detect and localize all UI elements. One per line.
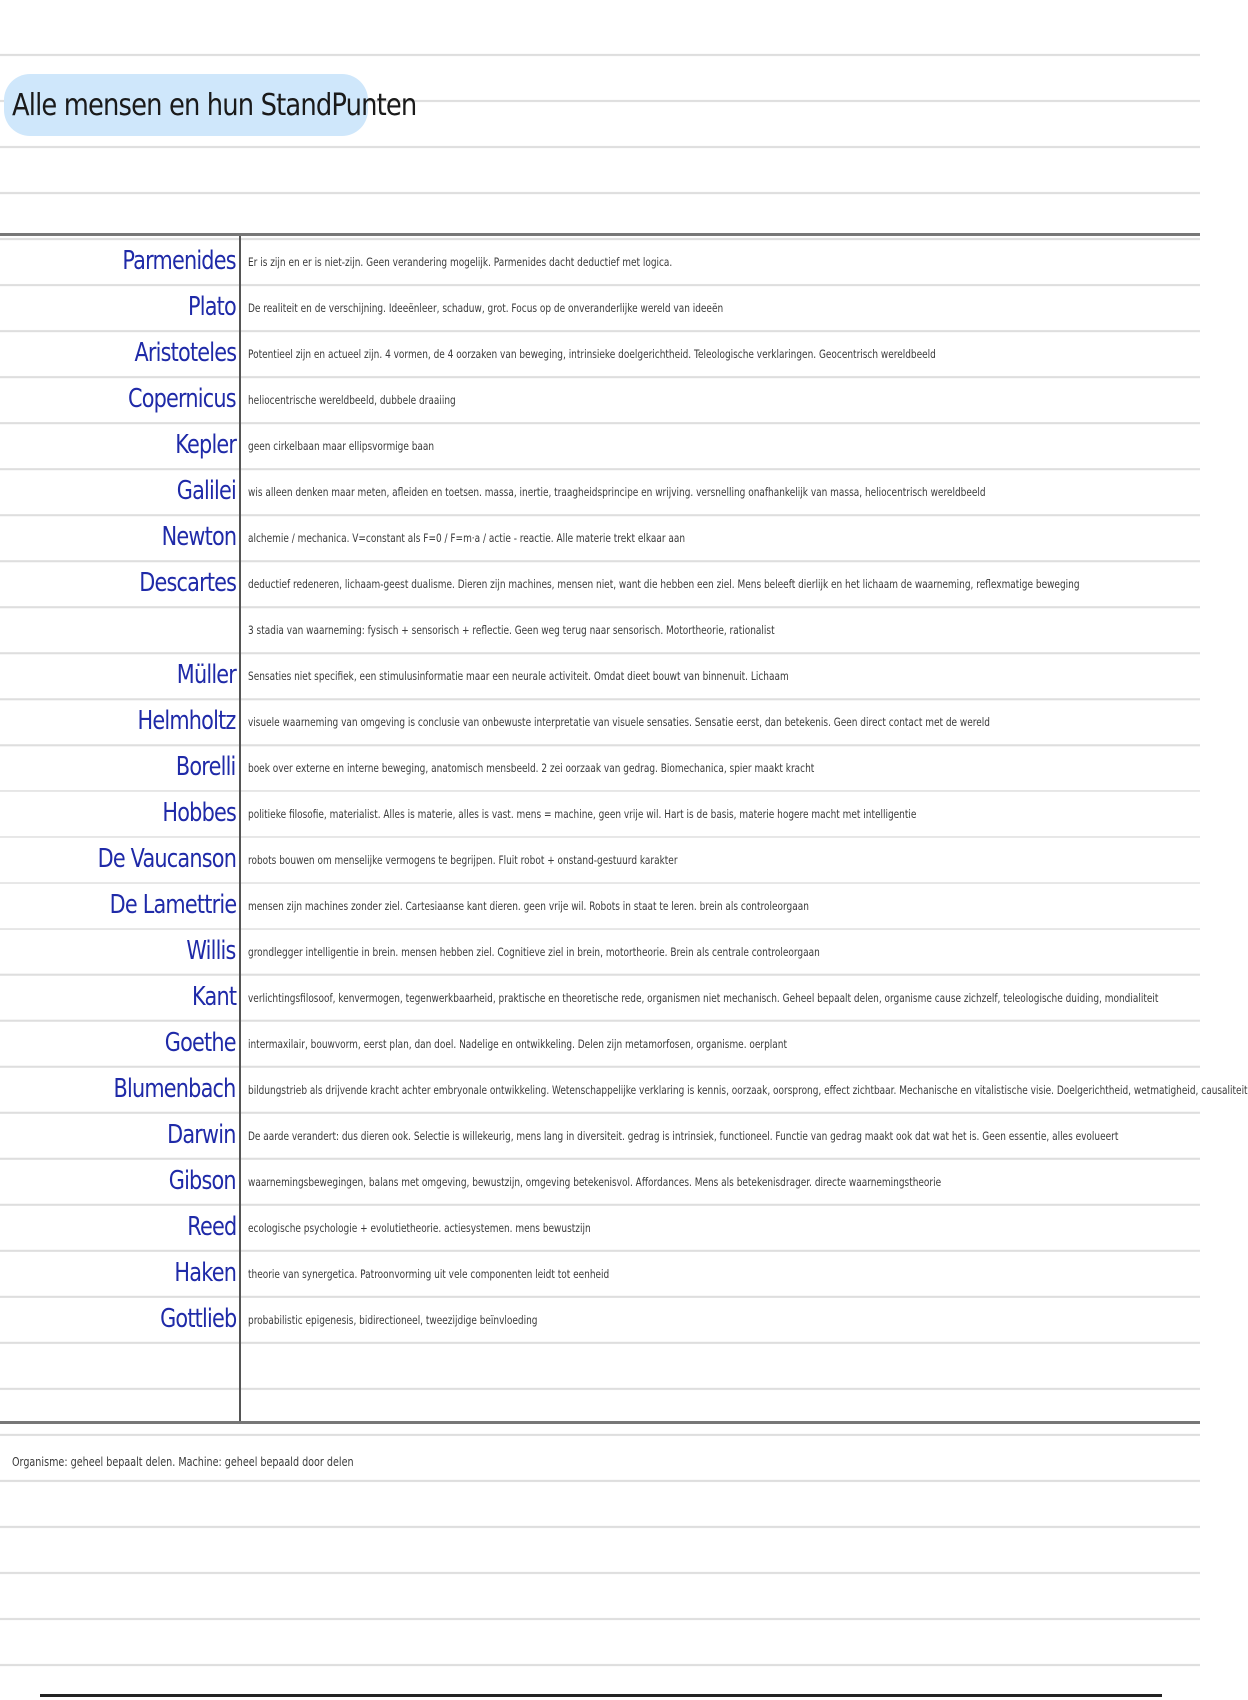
philosopher-name: Haken — [174, 1258, 236, 1288]
list-item — [0, 514, 1200, 560]
philosopher-viewpoint: mensen zijn machines zonder ziel. Cartesiaanse kant dieren. geen vrije wil. Robots in staat te leren. brein als controleorgaan — [248, 899, 809, 913]
philosopher-viewpoint: heliocentrische wereldbeeld, dubbele draaiing — [248, 393, 456, 407]
list-item — [0, 698, 1200, 744]
philosopher-name: De Vaucanson — [97, 844, 236, 874]
list-item — [0, 974, 1200, 1020]
list-item — [0, 606, 1200, 652]
philosopher-viewpoint: Potentieel zijn en actueel zijn. 4 vormen, de 4 oorzaken van beweging, intrinsieke doelgerichtheid. Teleologische verklaringen. Geocentrisch wereldbeeld — [248, 347, 936, 361]
philosopher-viewpoint: De aarde verandert: dus dieren ook. Selectie is willekeurig, mens lang in diversiteit. gedrag is intrinsiek, functioneel. Functie van gedrag maakt ook dat wat het is. Geen essentie, alles evolueert — [248, 1129, 1119, 1143]
philosopher-viewpoint: politieke filosofie, materialist. Alles is materie, alles is vast. mens = machine, geen vrije wil. Hart is de basis, materie hogere macht met intelligentie — [248, 807, 917, 821]
list-item — [0, 1112, 1200, 1158]
philosopher-viewpoint: verlichtingsfilosoof, kenvermogen, tegenwerkbaarheid, praktische en theoretische rede, organismen niet mechanisch. Geheel bepaalt delen, organisme cause zichzelf, teleologische duiding, mondialiteit — [248, 991, 1159, 1005]
philosopher-name: Gottlieb — [159, 1304, 236, 1334]
philosopher-list — [0, 238, 1248, 1342]
philosopher-name: Borelli — [176, 752, 236, 782]
philosopher-viewpoint: Sensaties niet specifiek, een stimulusinformatie maar een neurale activiteit. Omdat dieet bouwt van binnenuit. Lichaam — [248, 669, 789, 683]
philosopher-name: Copernicus — [128, 384, 236, 414]
philosopher-viewpoint: intermaxilair, bouwvorm, eerst plan, dan doel. Nadelige en ontwikkeling. Delen zijn metamorfosen, organisme. oerplant — [248, 1037, 787, 1051]
philosopher-name: Newton — [161, 522, 236, 552]
list-item — [0, 1296, 1200, 1342]
list-item — [0, 330, 1200, 376]
philosopher-viewpoint: visuele waarneming van omgeving is conclusie van onbewuste interpretatie van visuele sensaties. Sensatie eerst, dan betekenis. Geen direct contact met de wereld — [248, 715, 990, 729]
philosopher-name: Reed — [186, 1212, 236, 1242]
list-item — [0, 376, 1200, 422]
title-highlight — [4, 74, 417, 136]
philosopher-viewpoint: waarnemingsbewegingen, balans met omgeving, bewustzijn, omgeving betekenisvol. Affordances. Mens als betekenisdrager. directe waarnemingstheorie — [248, 1175, 942, 1189]
list-item — [0, 560, 1200, 606]
philosopher-viewpoint: robots bouwen om menselijke vermogens te begrijpen. Fluit robot + onstand-gestuurd karakter — [248, 853, 678, 867]
philosopher-name: Blumenbach — [113, 1074, 236, 1104]
list-item — [0, 928, 1200, 974]
list-item — [0, 652, 1200, 698]
list-item — [0, 1020, 1200, 1066]
list-item — [0, 744, 1200, 790]
footnote: Organisme: geheel bepaalt delen. Machine: geheel bepaald door delen — [12, 1455, 354, 1469]
page-bottom-line — [40, 1694, 1162, 1697]
philosopher-name: Aristoteles — [134, 338, 236, 368]
list-item — [0, 1250, 1200, 1296]
philosopher-name: Helmholtz — [137, 706, 236, 736]
philosopher-viewpoint: grondlegger intelligentie in brein. mensen hebben ziel. Cognitieve ziel in brein, motortheorie. Brein als centrale controleorgaan — [248, 945, 820, 959]
list-item — [0, 1066, 1248, 1112]
philosopher-viewpoint: deductief redeneren, lichaam-geest dualisme. Dieren zijn machines, mensen niet, want die hebben een ziel. Mens beleeft dierlijk en het lichaam de waarneming, reflexmatige beweging — [248, 577, 1080, 591]
philosopher-name: Galilei — [176, 476, 236, 506]
philosopher-viewpoint: geen cirkelbaan maar ellipsvormige baan — [248, 439, 435, 453]
philosopher-viewpoint: bildungstrieb als drijvende kracht achter embryonale ontwikkeling. Wetenschappelijke verklaring is kennis, oorzaak, oorsprong, effect zichtbaar. Mechanische en vitalistische visie. Doelgerichtheid, wetmatigheid, causaliteit — [248, 1083, 1248, 1097]
philosopher-viewpoint: 3 stadia van waarneming: fysisch + sensorisch + reflectie. Geen weg terug naar sensorisch. Motortheorie, rationalist — [248, 623, 775, 637]
list-item — [0, 284, 1200, 330]
philosopher-name: Kepler — [175, 430, 236, 460]
philosopher-name: Kant — [191, 982, 236, 1012]
philosopher-name: Parmenides — [122, 246, 236, 276]
philosopher-viewpoint: alchemie / mechanica. V=constant als F=0 / F=m·a / actie - reactie. Alle materie trekt elkaar aan — [248, 531, 686, 545]
page-title: Alle mensen en hun StandPunten — [12, 87, 417, 123]
list-item — [0, 882, 1200, 928]
philosopher-name: Plato — [188, 292, 236, 322]
philosopher-name: De Lamettrie — [109, 890, 236, 920]
philosopher-name: Descartes — [139, 568, 236, 598]
philosopher-name: Darwin — [167, 1120, 236, 1150]
philosopher-name: Hobbes — [162, 798, 236, 828]
philosopher-name: Müller — [176, 660, 236, 690]
philosopher-name: Goethe — [165, 1028, 236, 1058]
philosopher-viewpoint: probabilistic epigenesis, bidirectioneel, tweezijdige beïnvloeding — [248, 1313, 538, 1327]
philosopher-viewpoint: Er is zijn en er is niet-zijn. Geen verandering mogelijk. Parmenides dacht deductief met logica. — [248, 255, 673, 269]
philosopher-name: Gibson — [168, 1166, 236, 1196]
list-item — [0, 836, 1200, 882]
list-item — [0, 1158, 1200, 1204]
list-item — [0, 422, 1200, 468]
list-item — [0, 790, 1200, 836]
philosopher-viewpoint: De realiteit en de verschijning. Ideeënleer, schaduw, grot. Focus op de onveranderlijke wereld van ideeën — [248, 301, 724, 315]
philosopher-name: Willis — [186, 936, 236, 966]
philosopher-viewpoint: wis alleen denken maar meten, afleiden en toetsen. massa, inertie, traagheidsprincipe en wrijving. versnelling onafhankelijk van massa, heliocentrisch wereldbeeld — [248, 485, 986, 499]
philosopher-viewpoint: boek over externe en interne beweging, anatomisch mensbeeld. 2 zei oorzaak van gedrag. Biomechanica, spier maakt kracht — [248, 761, 815, 775]
table-bottom-rule — [0, 1421, 1200, 1424]
list-item — [0, 238, 1200, 284]
list-item — [0, 468, 1200, 514]
table-top-rule — [0, 233, 1200, 236]
philosopher-viewpoint: theorie van synergetica. Patroonvorming uit vele componenten leidt tot eenheid — [248, 1267, 610, 1281]
philosopher-viewpoint: ecologische psychologie + evolutietheorie. actiesystemen. mens bewustzijn — [248, 1221, 591, 1235]
list-item — [0, 1204, 1200, 1250]
